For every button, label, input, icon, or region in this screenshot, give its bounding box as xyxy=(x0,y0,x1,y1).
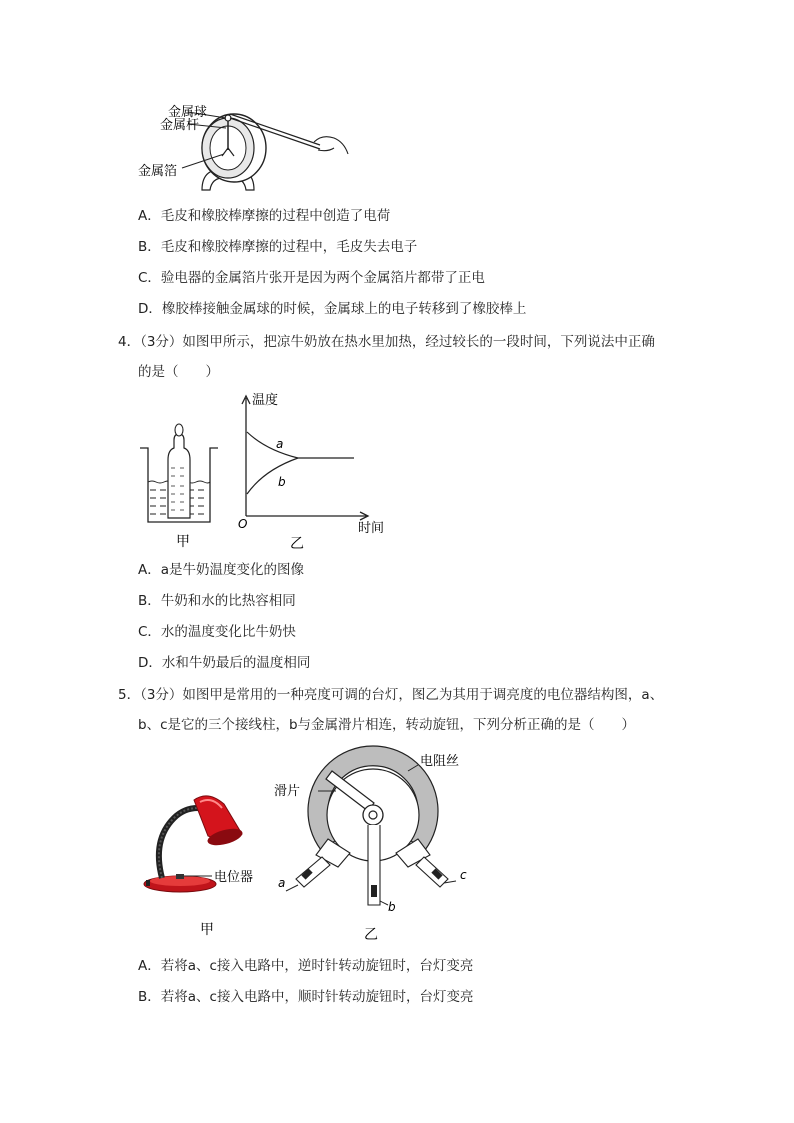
q5-option-b: B．若将a、c接入电路中，顺时针转动旋钮时，台灯变亮 xyxy=(138,989,474,1005)
terminal-c-label: c xyxy=(460,868,467,882)
milk-heating-figure xyxy=(130,390,400,552)
electroscope-figure xyxy=(130,98,360,198)
desk-lamp-figure xyxy=(138,780,268,940)
curve-a-label: a xyxy=(276,437,284,451)
q5-stem-line1: 5．（3分）如图甲是常用的一种亮度可调的台灯，图乙为其用于调亮度的电位器结构图，a、 xyxy=(118,687,664,703)
label-rod: 金属杆 xyxy=(160,118,200,133)
q3-option-a: A．毛皮和橡胶棒摩擦的过程中创造了电荷 xyxy=(138,208,391,224)
label-foil: 金属箔 xyxy=(138,164,178,179)
fig-yi-label: 乙 xyxy=(290,536,304,552)
q5-option-a: A．若将a、c接入电路中，逆时针转动旋钮时，台灯变亮 xyxy=(138,958,474,974)
label-ball: 金属球 xyxy=(168,105,208,120)
q4-option-c: C．水的温度变化比牛奶快 xyxy=(138,624,296,640)
q4-stem-line1: 4．（3分）如图甲所示，把凉牛奶放在热水里加热，经过较长的一段时间，下列说法中正确 xyxy=(118,334,655,350)
curve-b-label: b xyxy=(278,475,286,489)
q5-stem-line2: b、c是它的三个接线柱，b与金属滑片相连，转动旋钮，下列分析正确的是（ ） xyxy=(138,717,636,733)
q4-stem-line2: 的是（ ） xyxy=(138,364,219,380)
q4-option-a: A．a是牛奶温度变化的图像 xyxy=(138,562,305,578)
terminal-b-label: b xyxy=(388,900,396,914)
terminal-a-label: a xyxy=(278,876,286,890)
fig-jia-label: 甲 xyxy=(176,534,190,550)
potentiometer-label: 电位器 xyxy=(214,870,254,885)
lamp-jia-label: 甲 xyxy=(200,922,214,938)
potentiometer-structure-figure xyxy=(268,745,488,945)
pot-yi-label: 乙 xyxy=(364,927,378,943)
origin-label: O xyxy=(238,517,248,531)
slider-label: 滑片 xyxy=(274,784,301,799)
q3-option-b: B．毛皮和橡胶棒摩擦的过程中，毛皮失去电子 xyxy=(138,239,418,255)
wire-label: 电阻丝 xyxy=(420,754,460,769)
q3-option-c: C．验电器的金属箔片张开是因为两个金属箔片都带了正电 xyxy=(138,270,485,286)
q4-option-d: D．水和牛奶最后的温度相同 xyxy=(138,655,311,671)
x-axis-label: 时间 xyxy=(358,521,385,536)
q4-option-b: B．牛奶和水的比热容相同 xyxy=(138,593,296,609)
q3-option-d: D．橡胶棒接触金属球的时候，金属球上的电子转移到了橡胶棒上 xyxy=(138,301,527,317)
y-axis-label: 温度 xyxy=(252,393,279,408)
